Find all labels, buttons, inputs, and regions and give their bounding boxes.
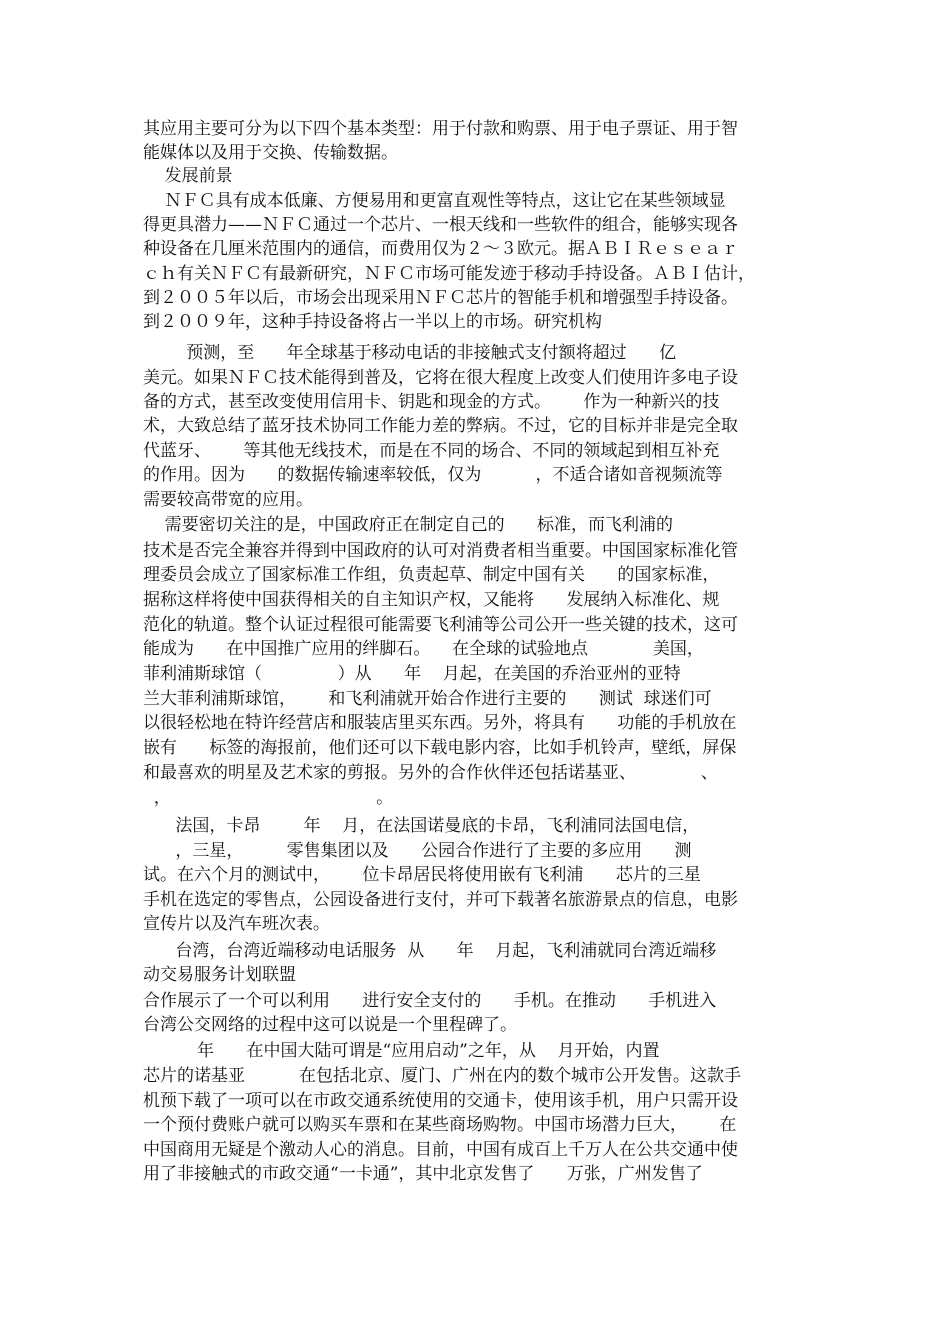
text-line: 宣传片以及汽车班次表。 (143, 914, 330, 934)
text-line: 中国商用无疑是个激动人心的消息。目前，中国有成百上千万人在公共交通中使 (143, 1140, 738, 1160)
text-line: 的作用。因为 的数据传输速率较低，仅为 ，不适合诸如音视频流等 (143, 465, 723, 485)
text-line: 种设备在几厘米范围内的通信，而费用仅为２～３欧元。据ＡＢＩＲｅｓｅａｒ (143, 239, 738, 259)
text-line: 理委员会成立了国家标准工作组，负责起草、制定中国有关 的国家标准， (143, 565, 720, 585)
text-line: 预测，至 年全球基于移动电话的非接触式支付额将超过 亿 (143, 343, 677, 363)
text-line: 台湾公交网络的过程中这可以说是一个里程碑了。 (143, 1015, 517, 1035)
text-line: 和最喜欢的明星及艺术家的剪报。另外的合作伙伴还包括诺基亚、 、 (143, 763, 718, 783)
text-line: 动交易服务计划联盟 (143, 965, 296, 985)
section-heading: 发展前景 (143, 166, 233, 186)
text-line: 用了非接触式的市政交通“一卡通”，其中北京发售了 万张，广州发售了 (143, 1164, 703, 1184)
text-line: 能媒体以及用于交换、传输数据。 (143, 143, 398, 163)
text-line: 嵌有 标签的海报前，他们还可以下载电影内容，比如手机铃声，壁纸，屏保 (143, 738, 737, 758)
text-line: 需要密切关注的是，中国政府正在制定自己的 标准，而飞利浦的 (143, 515, 674, 535)
text-line: 菲利浦斯球馆（ ）从 年 月起，在美国的乔治亚州的亚特 (143, 664, 681, 684)
text-line: 技术是否完全兼容并得到中国政府的认可对消费者相当重要。中国国家标准化管 (143, 541, 738, 561)
text-line: 手机在选定的零售点，公园设备进行支付，并可下载著名旅游景点的信息，电影 (143, 890, 738, 910)
text-line: ｃｈ有关ＮＦＣ有最新研究，ＮＦＣ市场可能发迹于移动手持设备。ＡＢＩ估计， (143, 264, 755, 284)
text-line: 术，大致总结了蓝牙技术协同工作能力差的弊病。不过，它的目标并非是完全取 (143, 416, 738, 436)
text-line: 法国，卡昂 年 月，在法国诺曼底的卡昂，飞利浦同法国电信， (143, 816, 700, 836)
text-line: 范化的轨道。整个认证过程很可能需要飞利浦等公司公开一些关键的技术，这可 (143, 615, 738, 635)
text-line: 兰大菲利浦斯球馆， 和飞利浦就开始合作进行主要的 测试 球迷们可 (143, 689, 712, 709)
text-line: 备的方式，甚至改变使用信用卡、钥匙和现金的方式。 作为一种新兴的技 (143, 392, 720, 412)
text-line: 台湾，台湾近端移动电话服务 从 年 月起，飞利浦就同台湾近端移 (143, 941, 717, 961)
text-line: 机预下载了一项可以在市政交通系统使用的交通卡，使用该手机，用户只需开设 (143, 1091, 738, 1111)
text-line: 需要较高带宽的应用。 (143, 490, 313, 510)
text-line: 一个预付费账户就可以购买车票和在某些商场购物。中国市场潜力巨大， 在 (143, 1115, 737, 1135)
text-line: 据称这样将使中国获得相关的自主知识产权，又能将 发展纳入标准化、规 (143, 590, 720, 610)
text-line: 年 在中国大陆可谓是“应用启动”之年，从 月开始，内置 (143, 1041, 660, 1061)
text-line: 能成为 在中国推广应用的绊脚石。 在全球的试验地点 美国， (143, 639, 704, 659)
text-line: 到２００９年，这种手持设备将占一半以上的市场。研究机构 (143, 312, 602, 332)
text-line: 芯片的诺基亚 在包括北京、厦门、广州在内的数个城市公开发售。这款手 (143, 1066, 742, 1086)
text-line: 以很轻松地在特许经营店和服装店里买东西。另外，将具有 功能的手机放在 (143, 713, 737, 733)
text-line: ， 。 (143, 788, 394, 808)
text-line: 代蓝牙、 等其他无线技术，而是在不同的场合、不同的领域起到相互补充 (143, 441, 720, 461)
text-line: 其应用主要可分为以下四个基本类型：用于付款和购票、用于电子票证、用于智 (143, 119, 738, 139)
text-line: 美元。如果ＮＦＣ技术能得到普及，它将在很大程度上改变人们使用许多电子设 (143, 368, 738, 388)
text-line: ＮＦＣ具有成本低廉、方便易用和更富直观性等特点，这让它在某些领域显 (143, 191, 726, 211)
text-line: ，三星， 零售集团以及 公园合作进行了主要的多应用 测 (143, 841, 692, 861)
text-line: 试。在六个月的测试中， 位卡昂居民将使用嵌有飞利浦 芯片的三星 (143, 865, 701, 885)
text-line: 得更具潜力——ＮＦＣ通过一个芯片、一根天线和一些软件的组合，能够实现各 (143, 215, 738, 235)
text-line: 到２００５年以后，市场会出现采用ＮＦＣ芯片的智能手机和增强型手持设备。 (143, 288, 738, 308)
text-line: 合作展示了一个可以利用 进行安全支付的 手机。在推动 手机进入 (143, 991, 717, 1011)
